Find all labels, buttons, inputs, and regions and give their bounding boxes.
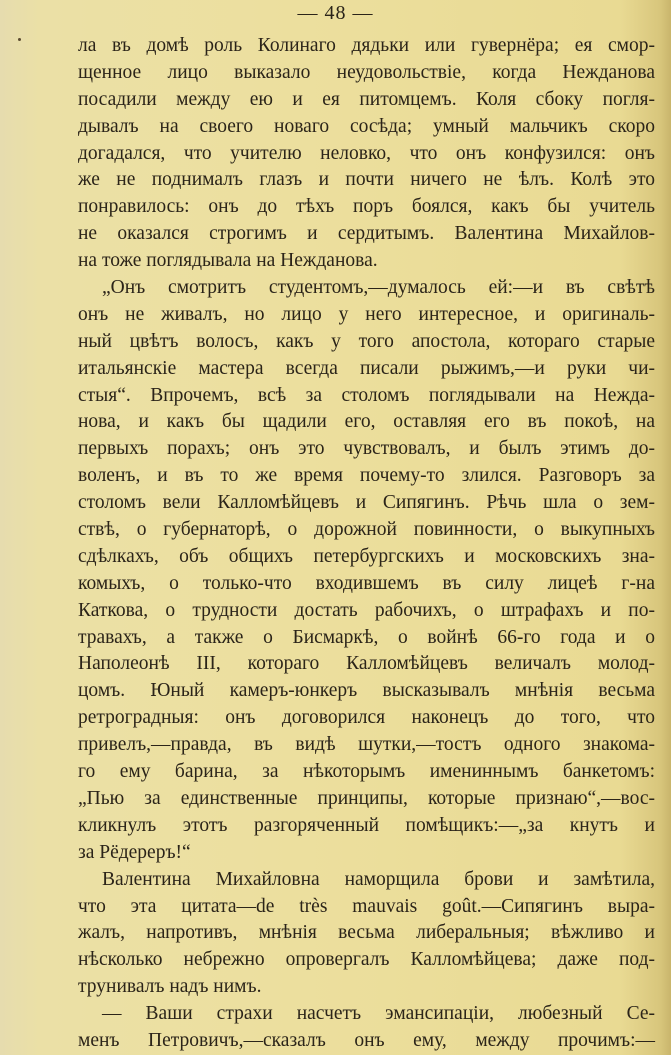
text-line: травахъ, а также о Бисмаркѣ, о войнѣ 66-го года и о — [78, 626, 655, 648]
text-line: воленъ, и въ то же время почему-то злился. Разговоръ за — [78, 465, 655, 487]
text-line: ный цвѣтъ волосъ, какъ у того апостола, котораго старые — [78, 330, 655, 352]
text-line: за Рёдереръ!“ — [78, 841, 191, 863]
text-line: Валентина Михайловна наморщила брови и замѣтила, — [102, 868, 655, 890]
text-line: нѣсколько небрежно опровергалъ Калломѣйцева; даже под- — [78, 949, 655, 971]
text-line: сдѣлкахъ, объ общихъ петербургскихъ и московскихъ зна- — [78, 545, 655, 567]
text-line: „Пью за единственные принципы, которые признаю“,—вос- — [78, 787, 655, 809]
text-line: привелъ,—правда, въ видѣ шутки,—тостъ одного знакома- — [78, 734, 655, 756]
text-line: „Онъ смотритъ студентомъ,—думалось ей:—и въ свѣтѣ — [102, 277, 655, 299]
text-line: онъ не живалъ, но лицо у него интересное, и оригиналь- — [78, 303, 655, 325]
text-line: — Ваши страхи насчетъ эмансипаціи, любезный Се- — [102, 1003, 655, 1025]
text-line: трунивалъ надъ нимъ. — [78, 976, 262, 998]
text-line: нова, и какъ бы щадили его, оставляя его въ покоѣ, на — [78, 411, 655, 433]
text-line: го ему барина, за нѣкоторымъ имениннымъ банкетомъ: — [78, 761, 655, 783]
text-line: Наполеонѣ III, котораго Калломѣйцевъ величалъ молод- — [78, 653, 655, 675]
text-line: не оказался строгимъ и сердитымъ. Валентина Михайлов- — [78, 223, 655, 245]
text-line: столомъ вели Калломѣйцевъ и Сипягинъ. Рѣчь шла о зем- — [78, 492, 655, 514]
text-line: цомъ. Юный камеръ-юнкеръ высказывалъ мнѣнія весьма — [78, 680, 655, 702]
text-line: комыхъ, о только-что входившемъ въ силу лицеѣ г-на — [78, 572, 655, 594]
scan-speck — [18, 38, 21, 41]
text-line: что эта цитата—de très mauvais goût.—Сипягинъ выра- — [78, 895, 655, 917]
text-line: стыя“. Впрочемъ, всѣ за столомъ поглядывали на Нежда- — [78, 384, 655, 406]
text-line: менъ Петровичъ,—сказалъ онъ ему, между прочимъ:— — [78, 1029, 655, 1051]
text-line: ретроградныя: онъ договорился наконецъ до того, что — [78, 707, 655, 729]
text-line: посадили между ею и ея питомцемъ. Коля сбоку погля- — [78, 88, 655, 110]
text-line: итальянскіе мастера всегда писали рыжимъ,—и руки чи- — [78, 357, 655, 379]
text-line: же не поднималъ глазъ и почти ничего не ѣлъ. Колѣ это — [78, 169, 655, 191]
text-line: понравилось: онъ до тѣхъ поръ боялся, какъ бы учитель — [78, 196, 655, 218]
text-line: на тоже поглядывала на Нежданова. — [78, 250, 378, 272]
text-line: кликнулъ этотъ разгоряченный помѣщикъ:—„за кнутъ и — [78, 814, 655, 836]
text-line: ствѣ, о губернаторѣ, о дорожной повинности, о выкупныхъ — [78, 519, 655, 541]
body-text — [78, 33, 655, 1055]
text-line: жалъ, напротивъ, мнѣнія весьма либеральныя; вѣжливо и — [78, 922, 655, 944]
page-number: — 48 — — [297, 2, 374, 24]
text-line: догадался, что учителю неловко, что онъ конфузился: онъ — [78, 142, 655, 164]
text-line: щенное лицо выказало неудовольствіе, когда Нежданова — [78, 61, 655, 83]
text-line: ла въ домѣ роль Колинаго дядьки или гувернёра; ея смор- — [78, 35, 655, 56]
text-line: первыхъ порахъ; онъ это чувствовалъ, и былъ этимъ до- — [78, 438, 655, 460]
text-line: Каткова, о трудности достать рабочихъ, о штрафахъ и по- — [78, 599, 655, 621]
text-line: дывалъ на своего новаго сосѣда; умный мальчикъ скоро — [78, 115, 655, 137]
